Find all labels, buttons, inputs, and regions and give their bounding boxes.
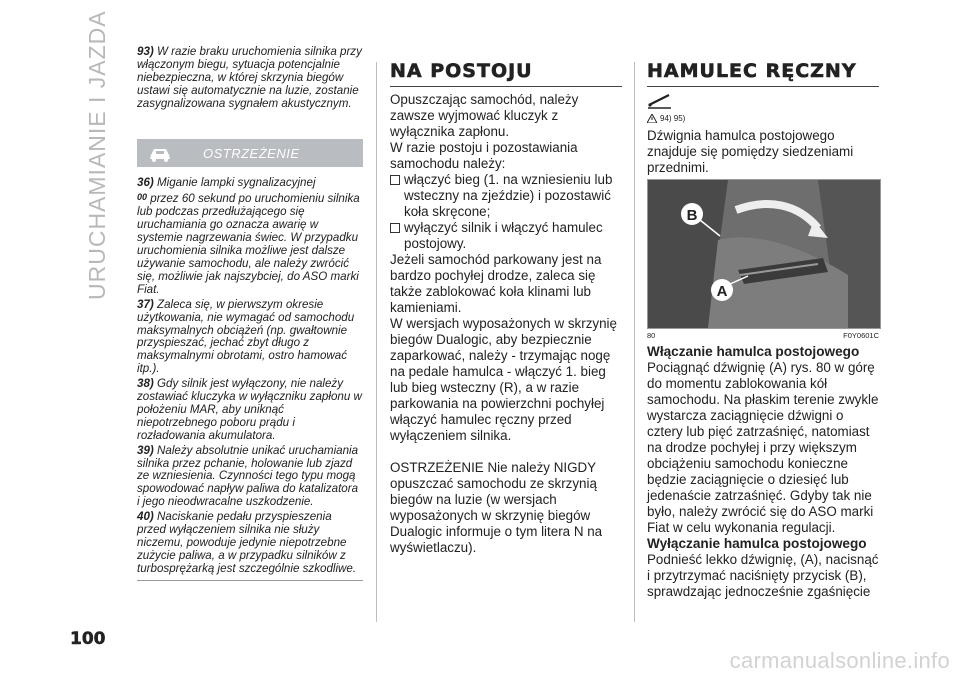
note-references: 94) 95) [660,114,686,123]
section-side-title: URUCHAMIANIE I JAZDA [84,10,110,300]
photo-label-b: B [686,207,698,224]
heading-rule [647,86,879,87]
parking-column [390,60,622,556]
glow-plug-symbol: 00 [137,192,148,203]
figure-number: 80 [647,331,656,340]
notes-column [137,46,363,581]
paragraph: Jeżeli samochód parkowany jest na bardzo pochyłej drodze, zaleca się także zablokować koła klinami lub kamieniami. [390,252,602,315]
paragraph: W wersjach wyposażonych w skrzynię biegów Dualogic, aby bezpiecznie zaparkować, należy - trzymając nogę na pedale hamulca - włączyć 1. bieg lub bieg wsteczny (R), a w razie parkowania na powierzchni pochyłej włączyć hamulec ręczny przed wyłączeniem silnika. [390,316,617,443]
subheading-release: Wyłączanie hamulca postojowego [647,536,867,551]
handbrake-lever-icon [647,92,673,110]
column-divider [376,62,377,622]
reference-row [647,92,879,128]
handbrake-column [647,60,879,600]
bullet-item: włączyć bieg (1. na wzniesieniu lub wsteczny na zjeździe) i pozostawić koła skręcone; [390,172,622,220]
car-warning-icon [147,143,173,163]
figure-caption [647,331,879,340]
warning-header [137,139,363,167]
note-36-title: 36) Miganie lampki sygnalizacyjnej [137,175,316,189]
note-36-text: 00 przez 60 sekund po uruchomieniu silnika lub podczas przedłużającego się uruchamiania go oznacza awarię w systemie nagrzewania świec. W przypadku uruchomienia silnika możliwe jest dalsze używanie samochodu, ale należy zwrócić się, możliwie jak najszybciej, do ASO marki Fiat. [137,192,360,296]
warning-end-rule [137,580,363,581]
bullet-square-icon [390,175,400,185]
page-number: 100 [70,629,106,649]
paragraph: Opuszczając samochód, należy zawsze wyjmować kluczyk z wyłącznika zapłonu. [390,92,579,139]
paragraph: Pociągnąć dźwignię (A) rys. 80 w górę do momentu zablokowania kół samochodu. Na płaskim terenie zwykle wystarcza zaciągnięcie dźwigni o cztery lub pięć zatrzaśnięć, natomiast na drodze pochyłej i przy większym obciążeniu samochodu konieczne będzie zaciągnięcie o dziesięć lub jedenaście zatrzaśnięć. Gdyby tak nie było, należy zwrócić się do ASO marki Fiat w celu wykonania regulacji. [647,360,879,535]
note-39: 39) Należy absolutnie unikać uruchamiania silnika przez pchanie, holowanie lub zjazd ze wzniesienia. Czynności tego typu mogą spowodować napływ paliwa do katalizatora i jego nieodwracalne uszkodzenie. [137,443,359,509]
bullet-item: wyłączyć silnik i włączyć hamulec postojowy. [390,220,622,252]
section-heading-handbrake: HAMULEC RĘCZNY [647,60,857,82]
note-93: 93) W razie braku uruchomienia silnika przy włączonym biegu, sytuacja potencjalnie niebezpieczna, w której skrzynia biegów ustawi się automatycznie na luzie, zostanie zasygnalizowana sygnałem akustycznym. [137,45,362,110]
section-heading-parking: NA POSTOJU [390,60,533,82]
photo-label-a: A [716,283,728,300]
handbrake-photo [647,179,881,329]
warning-label: OSTRZEŻENIE [203,145,300,161]
subheading-engage: Włączanie hamulca postojowego [647,344,860,359]
note-40: 40) Naciskanie pedału przyspieszenia przed wyłączeniem silnika nie służy niczemu, powoduje jedynie niepotrzebne zużycie paliwa, a w przypadku silników z turbosprężarką jest szczególnie szkodliwe. [137,510,357,575]
watermark: carmanualsonline.info [729,648,950,673]
figure-code: F0Y0601C [843,331,879,340]
note-38: 38) Gdy silnik jest wyłączony, nie należy zostawiać kluczyka w wyłączniku zapłonu w położeniu MAR, aby uniknąć niepotrzebnego poboru prądu i rozładowania akumulatora. [137,377,362,442]
note-37: 37) Zaleca się, w pierwszym okresie użytkowania, nie wymagać od samochodu maksymalnych obciążeń (np. gwałtownie przyspieszać, jechać zbyt długo z maksymalnymi obrotami, ostro hamować itp.). [137,297,355,376]
warning-triangle-icon [647,114,657,123]
paragraph: Podnieść lekko dźwignię, (A), nacisnąć i przytrzymać naciśnięty przycisk (B), sprawdzając jednocześnie zgaśnięcie [647,552,879,599]
handbrake-illustration [648,180,880,328]
heading-rule [390,86,622,87]
paragraph-warning: OSTRZEŻENIE Nie należy NIGDY opuszczać samochodu ze skrzynią biegów na luzie (w wersjach wyposażonych w skrzynię biegów Dualogic informuje o tym litera N na wyświetlaczu). [390,460,603,555]
column-divider [634,62,635,622]
bullet-square-icon [390,223,400,233]
paragraph: Dźwignia hamulca postojowego znajduje się pomiędzy siedzeniami przednimi. [647,128,854,175]
paragraph: W razie postoju i pozostawiania samochodu należy: [390,140,578,171]
